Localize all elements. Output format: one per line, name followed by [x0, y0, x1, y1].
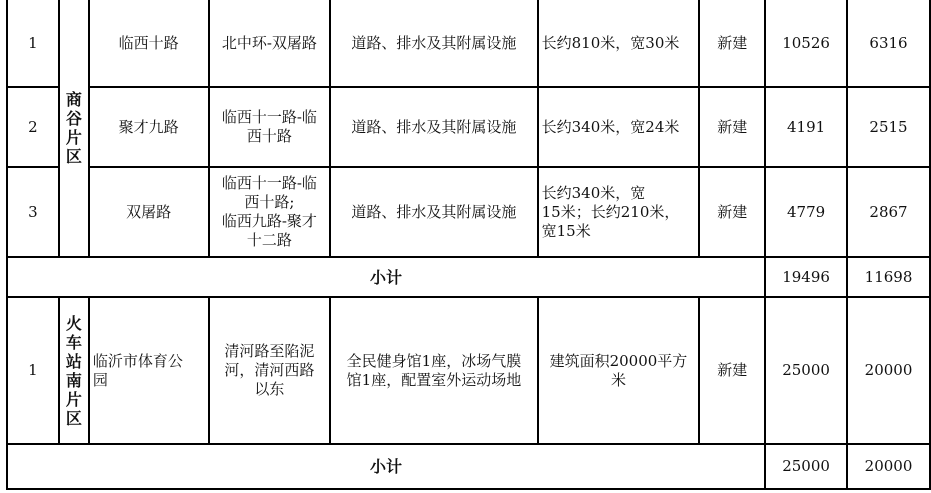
district-label: 商谷片区: [59, 0, 89, 257]
project-name: 临沂市体育公 园: [89, 297, 209, 444]
project-content: 道路、排水及其附属设施: [330, 167, 537, 257]
project-extent: 北中环-双屠路: [209, 0, 331, 87]
table-row: [7, 0, 930, 87]
subtotal-label: 小计: [7, 444, 765, 489]
project-extent: 临西十一路-临 西十路; 临西九路-聚才 十二路: [209, 167, 331, 257]
row-number: 1: [7, 0, 59, 87]
investment-plan: 20000: [847, 297, 930, 444]
subtotal-label: 小计: [7, 257, 765, 297]
investment-plan: 6316: [847, 0, 930, 87]
project-name: 双屠路: [89, 167, 209, 257]
investment-total: 25000: [765, 297, 847, 444]
subtotal-investment-plan: 11698: [847, 257, 930, 297]
project-scale: 建筑面积20000平方 米: [538, 297, 700, 444]
project-extent: 清河路至陷泥 河，清河西路 以东: [209, 297, 331, 444]
construction-type: 新建: [699, 297, 765, 444]
investment-plan: 2867: [847, 167, 930, 257]
project-content: 全民健身馆1座，冰场气膜 馆1座，配置室外运动场地: [330, 297, 537, 444]
project-table: [6, 0, 931, 490]
table-row: [7, 87, 930, 167]
project-name: 聚才九路: [89, 87, 209, 167]
table-row: [7, 297, 930, 444]
project-table-wrapper: [6, 0, 931, 490]
subtotal-row: [7, 444, 930, 489]
project-content: 道路、排水及其附属设施: [330, 0, 537, 87]
project-content: 道路、排水及其附属设施: [330, 87, 537, 167]
project-scale: 长约340米，宽 15米；长约210米， 宽15米: [538, 167, 700, 257]
row-number: 1: [7, 297, 59, 444]
construction-type: 新建: [699, 0, 765, 87]
investment-total: 4779: [765, 167, 847, 257]
subtotal-investment-total: 19496: [765, 257, 847, 297]
row-number: 3: [7, 167, 59, 257]
table-row: [7, 167, 930, 257]
construction-type: 新建: [699, 87, 765, 167]
investment-plan: 2515: [847, 87, 930, 167]
row-number: 2: [7, 87, 59, 167]
investment-total: 4191: [765, 87, 847, 167]
project-scale: 长约810米，宽30米: [538, 0, 700, 87]
project-extent: 临西十一路-临 西十路: [209, 87, 331, 167]
district-label: 火车站南片区: [59, 297, 89, 444]
subtotal-investment-total: 25000: [765, 444, 847, 489]
project-name: 临西十路: [89, 0, 209, 87]
investment-total: 10526: [765, 0, 847, 87]
subtotal-investment-plan: 20000: [847, 444, 930, 489]
project-scale: 长约340米，宽24米: [538, 87, 700, 167]
construction-type: 新建: [699, 167, 765, 257]
subtotal-row: [7, 257, 930, 297]
